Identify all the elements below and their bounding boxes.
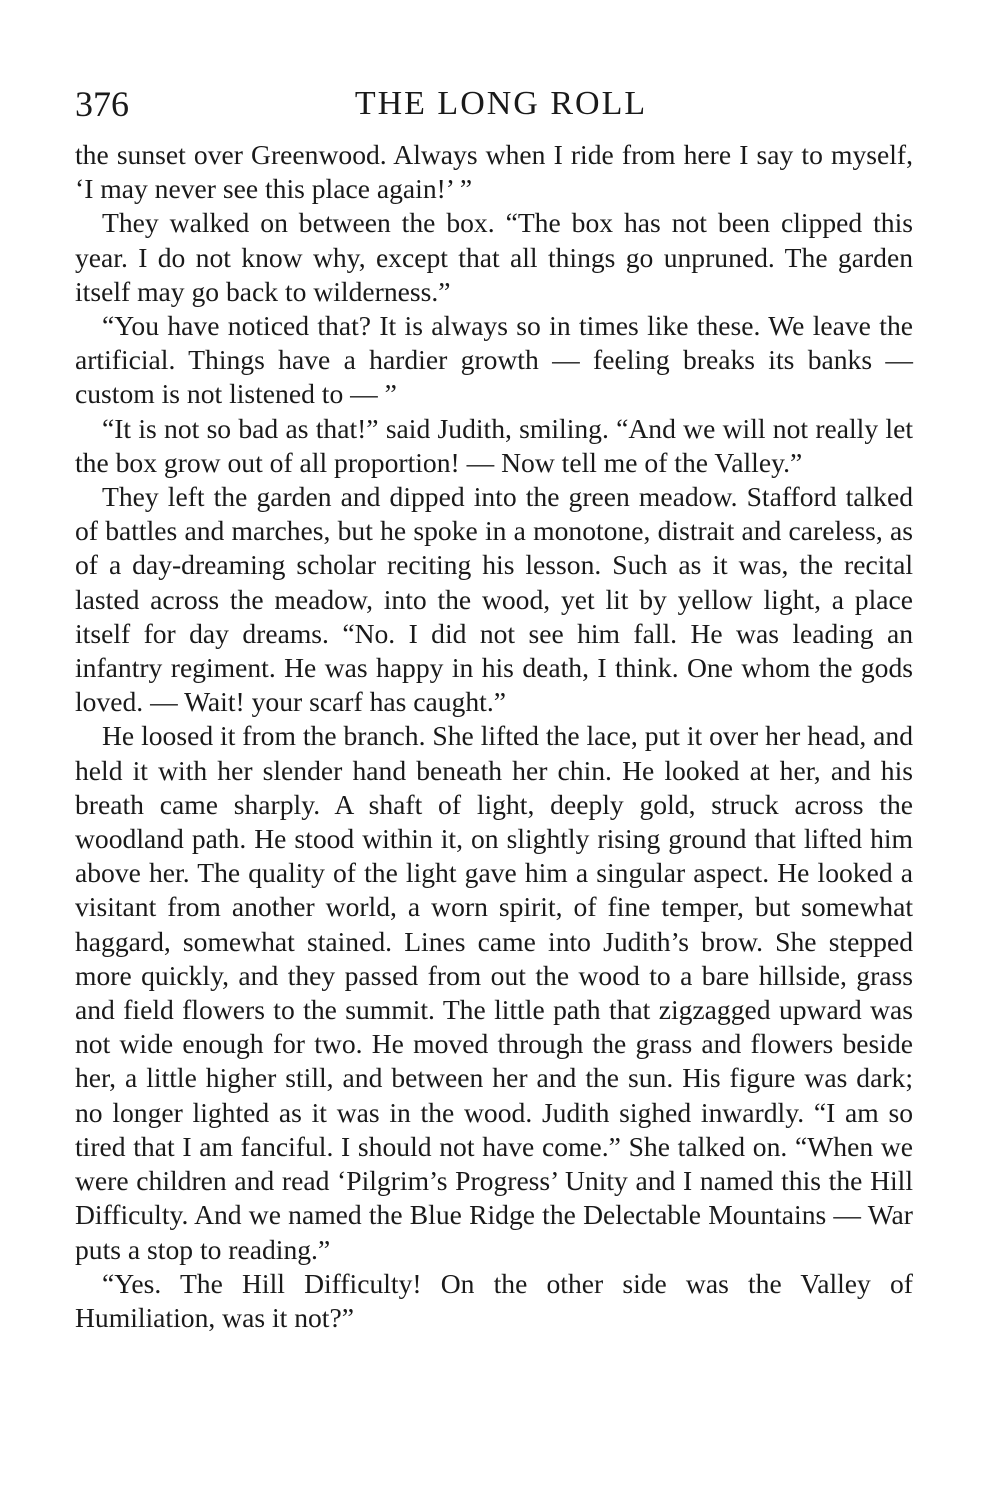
- page-number: 376: [75, 84, 129, 124]
- paragraph: He loosed it from the branch. She lifted the lace, put it over her head, and held it with her slender hand beneath her chin. He looked at her, and his breath came sharply. A shaft of light, deeply gold, struck across the woodland path. He stood within it, on slightly rising ground that lifted him above her. The quality of the light gave him a singular aspect. He looked a visitant from another world, a worn spirit, of fine temper, but somewhat haggard, somewhat stained. Lines came into Judith’s brow. She stepped more quickly, and they passed from out the wood to a bare hillside, grass and field flowers to the summit. The little path that zigzagged upward was not wide enough for two. He moved through the grass and flowers beside her, a little higher still, and between her and the sun. His figure was dark; no longer lighted as it was in the wood. Judith sighed inwardly. “I am so tired that I am fanciful. I should not have come.” She talked on. “When we were children and read ‘Pilgrim’s Progress’ Unity and I named this the Hill Difficulty. And we named the Blue Ridge the Delectable Mountains — War puts a stop to reading.”: [75, 720, 913, 1265]
- running-head: THE LONG ROLL: [354, 85, 648, 122]
- body-text: [75, 138, 913, 1335]
- paragraph: They walked on between the box. “The box has not been clipped this year. I do not know why, except that all things go unpruned. The garden itself may go back to wilderness.”: [75, 207, 913, 307]
- paragraph: “Yes. The Hill Difficulty! On the other side was the Valley of Humiliation, was it not?”: [75, 1267, 913, 1333]
- page-header: [75, 80, 913, 138]
- paragraph: They left the garden and dipped into the green meadow. Stafford talked of battles and marches, but he spoke in a monotone, distrait and careless, as of a day-dreaming scholar reciting his lesson. Such as it was, the recital lasted across the meadow, into the wood, yet lit by yellow light, a place itself for day dreams. “No. I did not see him fall. He was leading an infantry regiment. He was happy in his death, I think. One whom the gods loved. — Wait! your scarf has caught.”: [75, 481, 913, 718]
- book-page: [75, 80, 913, 1335]
- paragraph: “It is not so bad as that!” said Judith, smiling. “And we will not really let the box grow out of all proportion! — Now tell me of the Valley.”: [75, 412, 913, 478]
- paragraph-continued: the sunset over Greenwood. Always when I ride from here I say to myself, ‘I may never see this place again!’ ”: [75, 139, 913, 205]
- paragraph: “You have noticed that? It is always so in times like these. We leave the artificial. Things have a hardier growth — feeling breaks its banks — custom is not listened to — ”: [75, 310, 913, 410]
